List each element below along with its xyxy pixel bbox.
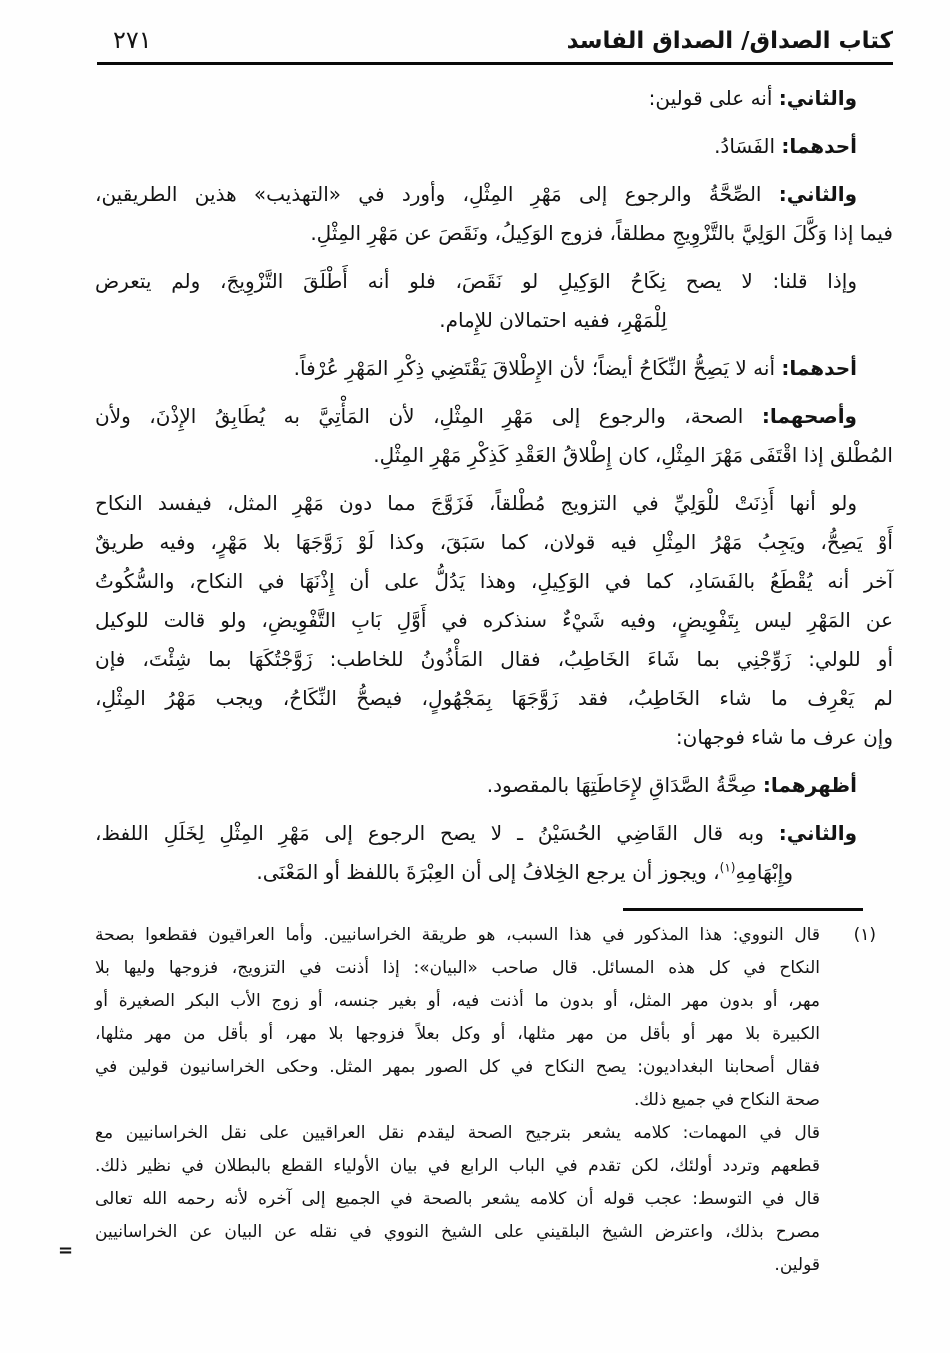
line-text: ، ويجوز أن يرجع الخِلافُ إلى أن العِبْرَةَ باللفظ أو المَعْنَى.: [256, 860, 720, 884]
footnote-text: قال النووي: هذا المذكور في هذا السبب، هو طريقة الخراسانيين. وأما العراقيون فقطعوا بصحة: [95, 925, 820, 945]
body-line: [95, 127, 893, 166]
footnote-line: [95, 919, 876, 952]
line-text: وإِبْهَامِهِ: [735, 860, 793, 884]
body-line: [95, 484, 893, 523]
line-text: أو للولي: زَوِّجْنِي بما شَاءَ الخَاطِبُ، فقال المَأْذُونُ للخاطب: زَوَّجْتُكَهَا بما شِئْتَ، فإن: [95, 647, 893, 671]
body-line: [95, 175, 893, 214]
paragraph-lead: والثاني:: [778, 86, 857, 110]
line-text: الفَسَادُ.: [714, 134, 782, 158]
paragraph-lead: أظهرهما:: [762, 773, 857, 797]
footnote-line: [95, 1018, 820, 1051]
line-text: الصحة، والرجوع إلى مَهْرِ المِثْلِ، لأن المَأْتِيَّ به يُطَابِقُ الإِذْنَ، ولأن: [95, 404, 762, 428]
line-text: الصِّحَّةُ والرجوع إلى مَهْرِ المِثْلِ، وأورد في «التهذيب» هذين الطريقين،: [95, 182, 779, 206]
line-text: أنه على قولين:: [648, 86, 779, 110]
footnote-text: مهر، أو بدون مهر المثل، أو بدون ما أذنت فيه، أو بغير جنسه، أو زوج الأب البكر الصغيرة أو: [95, 991, 820, 1011]
footnote-line: [95, 1249, 820, 1282]
footnote-text: الكبيرة بلا مهر أو بأقل من مهر مثلها، أو وكل بعلاً فزوجها بلا مهر، أو بأقل من مهر مثلها،: [95, 1024, 820, 1044]
body-line: [95, 349, 893, 388]
paragraph-lead: وأصحهما:: [761, 404, 857, 428]
paragraph-lead: والثاني:: [778, 821, 857, 845]
body-line: [95, 436, 893, 475]
paragraph-lead: أحدهما:: [781, 134, 857, 158]
body-line: [95, 679, 893, 718]
footnote-line: [95, 1084, 820, 1117]
body-line: [95, 301, 667, 340]
footnote-text: قال في التوسط: عجب قوله أن كلامه يشعر بالصحة في الجميع إلى آخره لأنه رحمه الله تعالى: [95, 1189, 820, 1209]
body-line: [95, 523, 893, 562]
footnote-text: فقال أصحابنا البغداديون: يصح النكاح في كل الصور بمهر المثل. وحكى الخراسانيون قولين في: [95, 1057, 820, 1077]
line-text: لم يَعْرِف ما شاء الخَاطِبُ، فقد زَوَّجَهَا بِمَجْهُولٍ، فيصحُّ النِّكَاحُ، ويجب مَهْرُ المِثْلِ،: [95, 686, 893, 710]
line-text: صِحَّةُ الصَّدَاقِ لإِحَاطَتِهَا بالمقصود.: [486, 773, 763, 797]
footnote-line: [95, 1051, 820, 1084]
line-text: لِلْمَهْرِ، ففيه احتمالان للإِمام.: [439, 308, 667, 332]
page-number: ٢٧١: [113, 26, 152, 54]
line-text: المُطْلق إذا اقْتَفَى مَهْرَ المِثْلِ، كان إِطْلاقُ العَقْدِ كَذِكْرِ مَهْرِ المِثْلِ.: [373, 443, 893, 467]
paragraph-lead: والثاني:: [778, 182, 857, 206]
page-header: [95, 26, 893, 54]
body-line: [95, 718, 893, 757]
footnote-text: النكاح في كل هذه المسائل. قال صاحب «البيان»: إذا أذنت في التزويج، فزوجها وليها بلا: [95, 958, 820, 978]
body-line: [95, 601, 893, 640]
line-text: ولو أنها أَذِنَتْ للْوَلِيِّ في التزويج مُطْلقاً، فَزَوَّجَ مما دون مَهْرِ المثل، فيفسد النكاح: [95, 491, 857, 515]
footnote-text: مصرح بذلك، واعترض الشيخ البلقيني على الشيخ النووي في نقله عن البيان عن الخراسانيين: [95, 1222, 820, 1242]
footnote-line: [95, 1117, 820, 1150]
footnote-text: قطعهم وتردد أولئك، لكن تقدم في الباب الرابع في بيان الأولياء القطع بالبطلان في نظير ذلك.: [95, 1156, 820, 1176]
footnote-text: قولين.: [774, 1255, 820, 1275]
footnote-line: [95, 1150, 820, 1183]
footnote-text: قال في المهمات: كلامه يشعر بترجيح الصحة ليقدم نقل العراقيين على نقل الخراسانيين مع: [95, 1123, 820, 1143]
line-text: وإن عرف ما شاء فوجهان:: [675, 725, 893, 749]
line-text: فيما إذا وَكَّلَ الوَلِيَّ بالتَّزْوِيجِ مطلقاً، فزوج الوَكِيلُ، ونَقَصَ عن مَهْرِ المِثْلِ.: [310, 221, 893, 245]
footnote-number: (١): [853, 925, 876, 945]
header-rule: [97, 62, 893, 65]
footnote-separator: [623, 908, 863, 911]
footnote-text: صحة النكاح في جميع ذلك.: [633, 1090, 820, 1110]
line-text: عن المَهْرِ ليس بِتَفْوِيضٍ، وفيه شَيْءٌ سنذكره في أَوَّلِ بَابِ التَّفْوِيضِ، ولو قالت للوكيل: [95, 608, 893, 632]
footnote-line: [95, 1216, 820, 1249]
footnote-line: [95, 985, 820, 1018]
body-text: [95, 79, 893, 892]
body-line: [95, 262, 893, 301]
footnote-ref: (١): [719, 860, 736, 875]
footnote-block: [95, 919, 893, 1282]
body-line: [95, 640, 893, 679]
line-text: أَوْ يَصِحُّ، ويَجِبُ مَهْرُ المِثْلِ فيه قولان، كما سَبَقَ، وكذا لَوْ زَوَّجَهَا بلا مَهْرٍ، وفيه طريقٌ: [95, 530, 893, 554]
line-text: وبه قال القَاضِي الحُسَيْنُ ـ لا يصح الرجوع إلى مَهْرِ المِثْلِ لِخَلَلِ اللفظ،: [95, 821, 779, 845]
line-text: آخر أنه يُقْطَعُ بالفَسَادِ، كما في الوَكِيلِ، وهذا يَدُلُّ على أن إِذْنَهَا في النكاح، والسُّكُوتُ: [95, 569, 893, 593]
body-line: [95, 214, 893, 253]
footnote-line: [95, 1183, 820, 1216]
chapter-title: كتاب الصداق/ الصداق الفاسد: [566, 28, 893, 54]
body-line: [95, 562, 893, 601]
body-line: [95, 766, 893, 805]
line-text: وإذا قلنا: لا يصح نِكَاحُ الوَكِيلِ لو نَقَصَ، فلو أنه أَطْلَقَ التَّزْوِيجَ، ولم يتعرض: [95, 269, 857, 293]
footnote-line: [95, 952, 820, 985]
body-line: [95, 853, 793, 892]
body-line: [95, 397, 893, 436]
continuation-mark: =: [58, 1240, 74, 1261]
body-line: [95, 79, 893, 118]
body-line: [95, 814, 893, 853]
line-text: أنه لا يَصِحُّ النِّكَاحُ أيضاً؛ لأن الإِطْلاقَ يَقْتَضِي ذِكْرِ المَهْرِ عُرْفاً.: [293, 356, 782, 380]
paragraph-lead: أحدهما:: [781, 356, 857, 380]
